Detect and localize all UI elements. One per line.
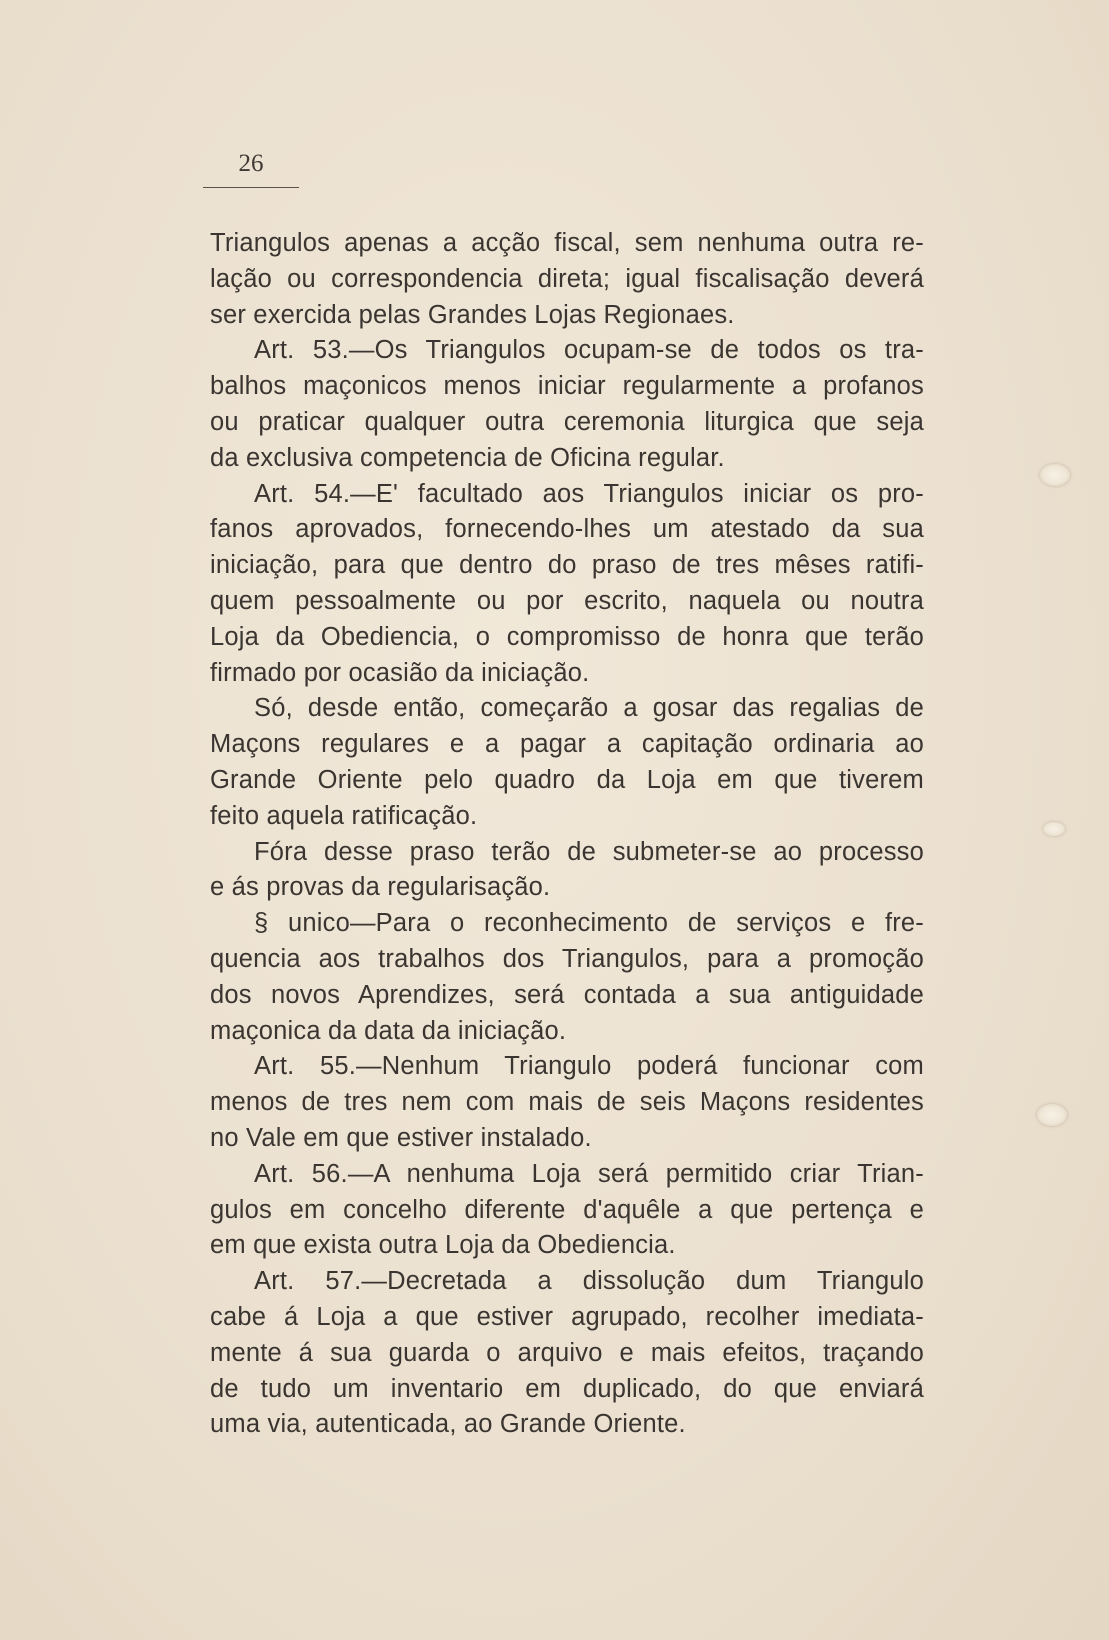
binding-hole	[1037, 1104, 1067, 1126]
text-line: iniciação, para que dentro do praso de tres mêses ratifi-	[210, 551, 924, 580]
text-line: de tudo um inventario em duplicado, do que enviará	[210, 1374, 924, 1403]
text-line: mente á sua guarda o arquivo e mais efeitos, traçando	[210, 1338, 924, 1367]
text-line: em que exista outra Loja da Obediencia.	[210, 1231, 676, 1260]
text-line: Grande Oriente pelo quadro da Loja em que tiverem	[210, 765, 924, 794]
text-line: lação ou correspondencia direta; igual fiscalisação deverá	[210, 264, 924, 293]
text-line: Fóra desse praso terão de submeter-se ao processo	[254, 837, 924, 866]
body-text	[210, 226, 924, 1443]
text-line: Maçons regulares e a pagar a capitação ordinaria ao	[210, 730, 924, 759]
page-number-rule	[203, 187, 299, 188]
text-line: Art. 54.—E' facultado aos Triangulos iniciar os pro-	[254, 479, 924, 508]
text-line: Art. 55.—Nenhum Triangulo poderá funcionar com	[254, 1052, 924, 1081]
binding-hole	[1043, 822, 1065, 836]
text-line: Art. 57.—Decretada a dissolução dum Triangulo	[254, 1267, 924, 1296]
binding-hole	[1040, 464, 1070, 486]
text-line: Loja da Obediencia, o compromisso de honra que terão	[210, 622, 924, 651]
text-line: fanos aprovados, fornecendo-lhes um atestado da sua	[210, 515, 924, 544]
text-line: dos novos Aprendizes, será contada a sua antiguidade	[210, 980, 924, 1009]
text-line: ser exercida pelas Grandes Lojas Regionaes.	[210, 300, 735, 329]
text-line: Só, desde então, começarão a gosar das regalias de	[254, 694, 924, 723]
text-line: cabe á Loja a que estiver agrupado, recolher imediata-	[210, 1302, 924, 1331]
text-line: gulos em concelho diferente d'aquêle a que pertença e	[210, 1195, 924, 1224]
text-line: no Vale em que estiver instalado.	[210, 1123, 592, 1152]
text-line: Art. 56.—A nenhuma Loja será permitido criar Trian-	[254, 1159, 924, 1188]
text-line: menos de tres nem com mais de seis Maçons residentes	[210, 1088, 924, 1117]
text-line: quencia aos trabalhos dos Triangulos, para a promoção	[210, 944, 924, 973]
text-line: § unico—Para o reconhecimento de serviços e fre-	[254, 909, 924, 938]
page-number: 26	[238, 150, 264, 177]
text-line: firmado por ocasião da iniciação.	[210, 658, 590, 687]
text-line: e ás provas da regularisação.	[210, 873, 551, 902]
text-line: balhos maçonicos menos iniciar regularmente a profanos	[210, 372, 924, 401]
text-line: da exclusiva competencia de Oficina regular.	[210, 443, 725, 472]
text-line: Triangulos apenas a acção fiscal, sem nenhuma outra re-	[210, 229, 924, 257]
text-line: Art. 53.—Os Triangulos ocupam-se de todos os tra-	[254, 336, 924, 365]
text-line: maçonica da data da iniciação.	[210, 1016, 567, 1045]
text-line: quem pessoalmente ou por escrito, naquela ou noutra	[210, 586, 924, 615]
text-line: uma via, autenticada, ao Grande Oriente.	[210, 1410, 686, 1439]
text-line: ou praticar qualquer outra ceremonia liturgica que seja	[210, 407, 924, 436]
text-line: feito aquela ratificação.	[210, 801, 478, 830]
